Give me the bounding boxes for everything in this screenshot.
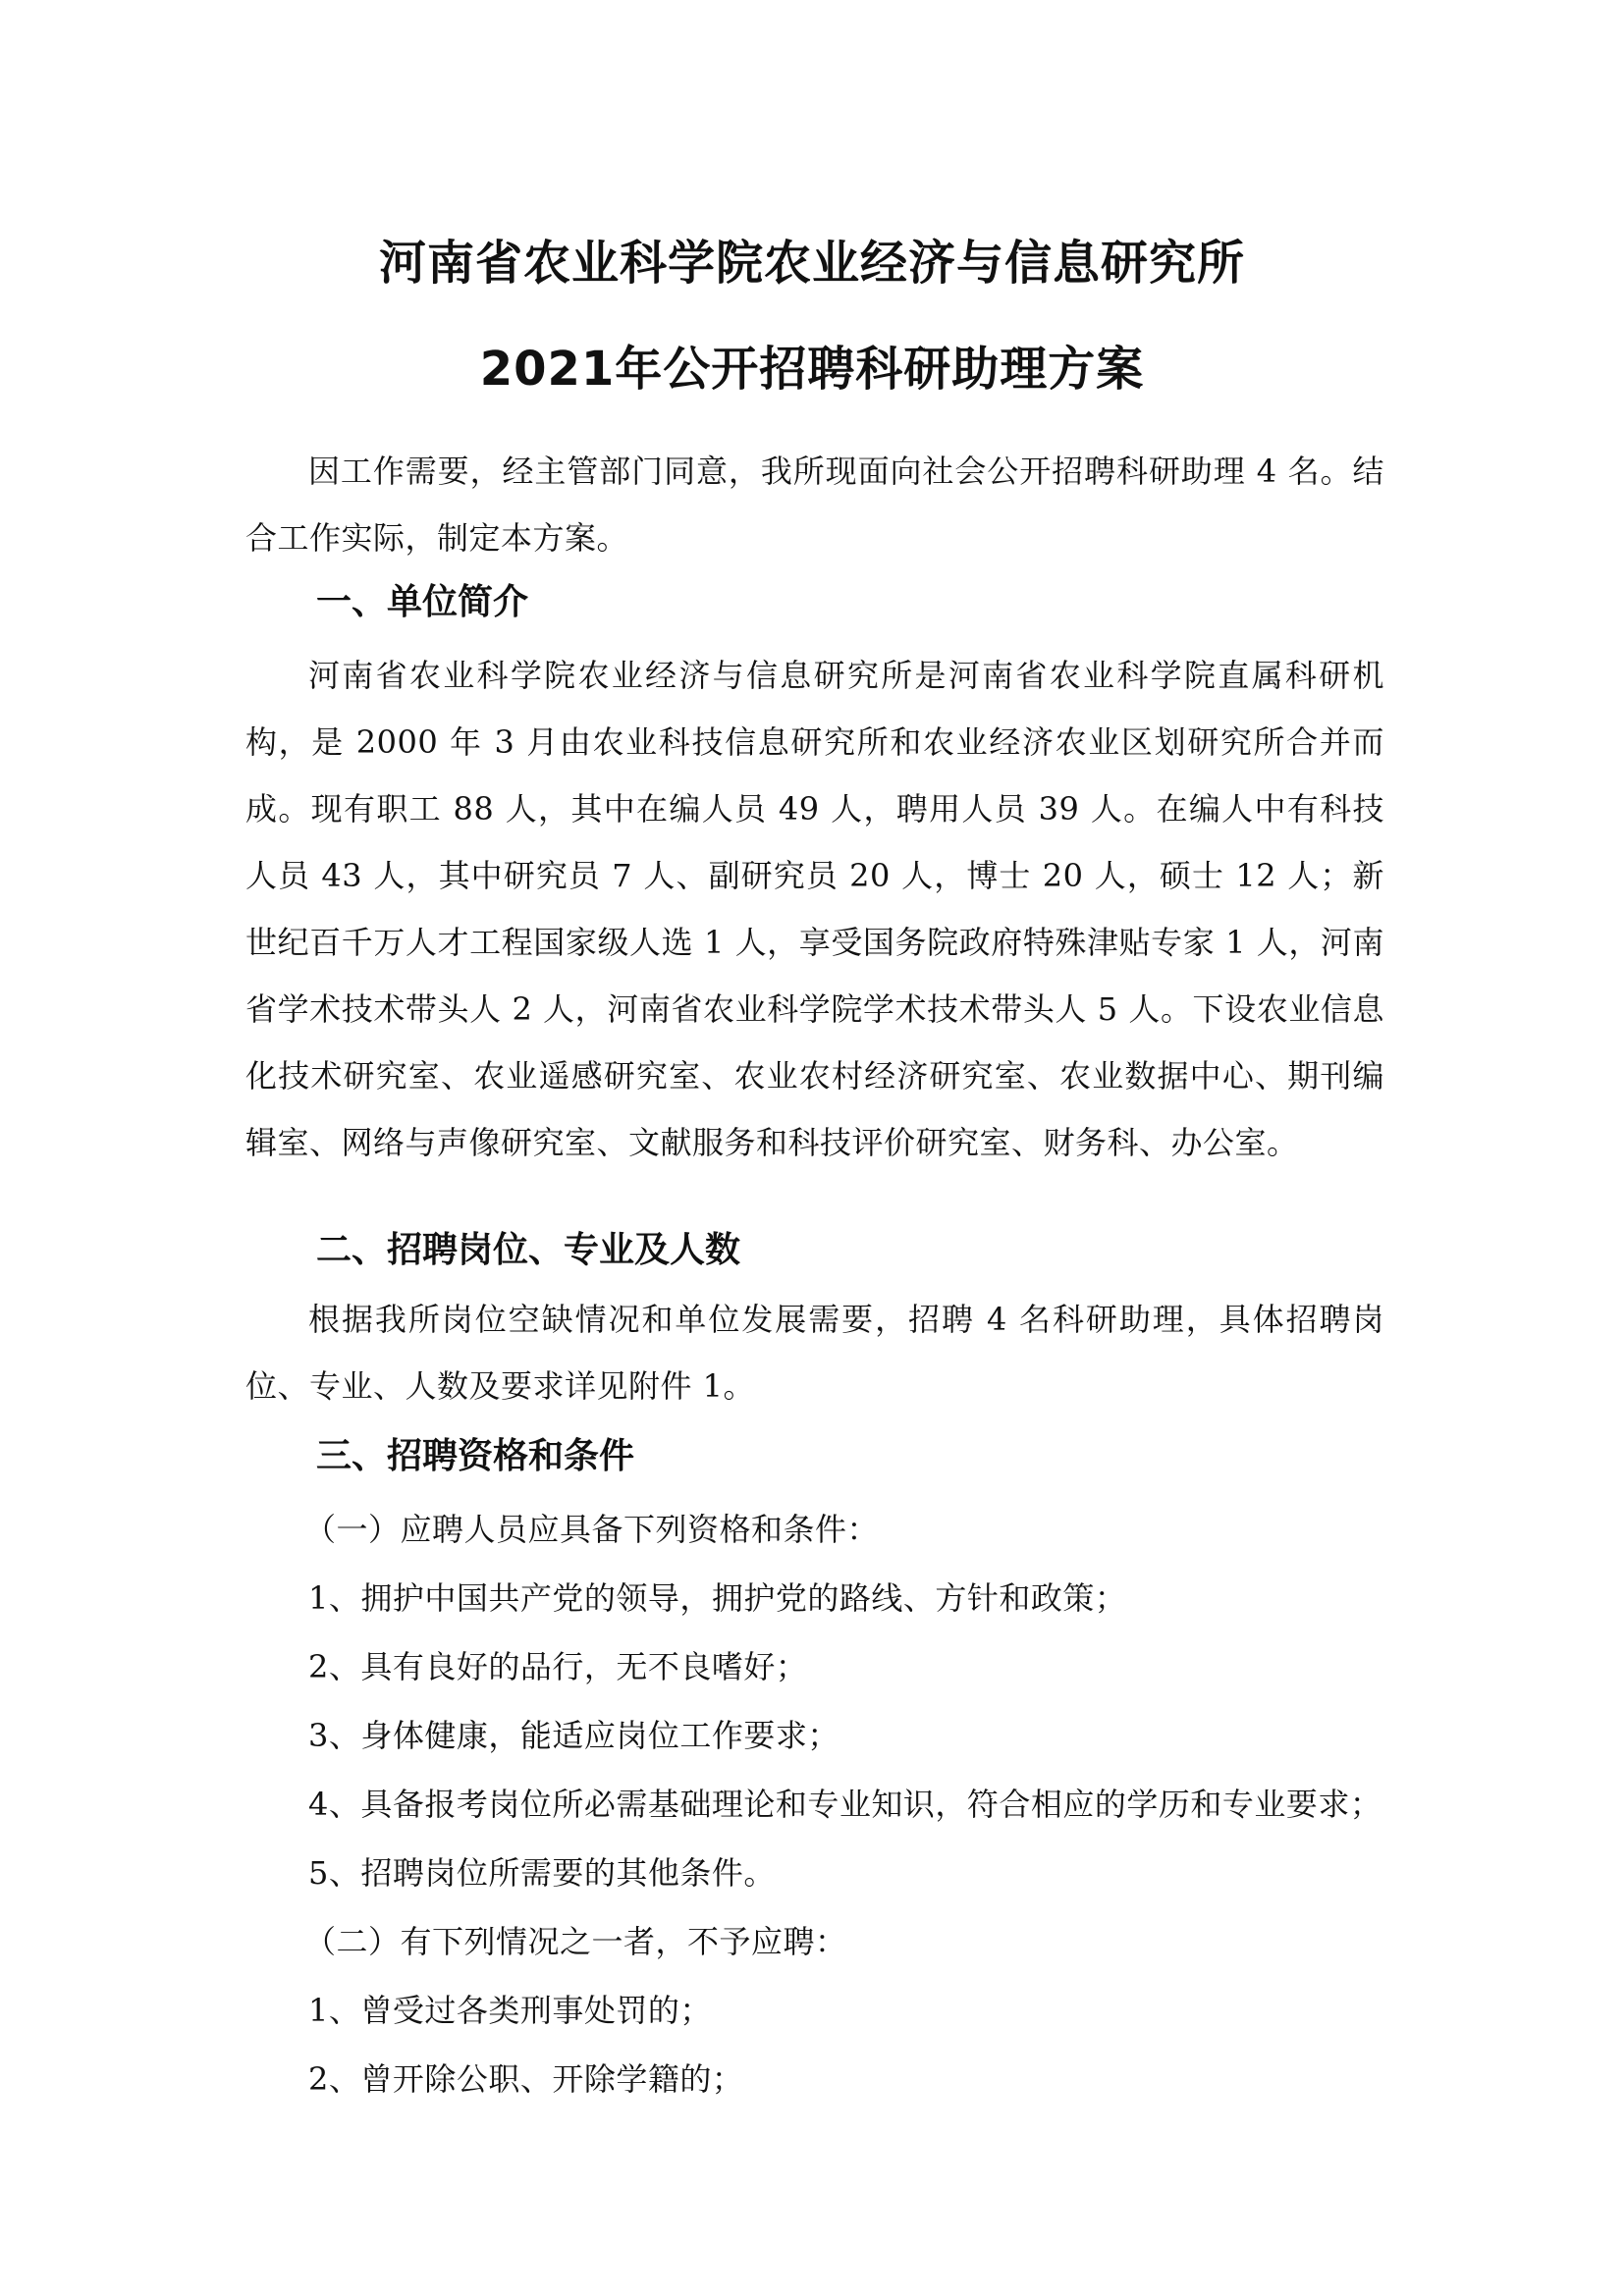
condition-item-2: 2、具有良好的品行，无不良嗜好； — [308, 1648, 808, 1685]
subsection-heading-1: （一）应聘人员应具备下列资格和条件： — [304, 1511, 880, 1548]
condition-item-3: 3、身体健康，能适应岗位工作要求； — [308, 1717, 839, 1754]
exclusion-item-1: 1、曾受过各类刑事处罚的； — [308, 1992, 712, 2029]
subsection-heading-2: （二）有下列情况之一者，不予应聘： — [304, 1923, 847, 1960]
condition-item-1: 1、拥护中国共产党的领导，拥护党的路线、方针和政策； — [308, 1579, 1127, 1617]
section-paragraph-2: 根据我所岗位空缺情况和单位发展需要，招聘 4 名科研助理，具体招聘岗位、专业、人数及要求详见附件 1。 — [245, 1301, 1384, 1405]
condition-item-5: 5、招聘岗位所需要的其他条件。 — [308, 1854, 776, 1892]
document-title-line2: 2021年公开招聘科研助理方案 — [479, 342, 1145, 397]
section-heading-2: 二、招聘岗位、专业及人数 — [316, 1230, 741, 1270]
section-paragraph-1: 河南省农业科学院农业经济与信息研究所是河南省农业科学院直属科研机构，是 2000 年 3 月由农业科技信息研究所和农业经济农业区划研究所合并而成。现有职工 88 人，其中在编人员 49 人，聘用人员 39 人。在编人中有科技人员 43 人，其中研究员 7 人、副研究员 20 人，博士 20 人，硕士 12 人；新世纪百千万人才工程国家级人选 1 人，享受国务院政府特殊津贴专家 1 人，河南省学术技术带头人 2 人，河南省农业科学院学术技术带头人 5 人。下设农业信息化技术研究室、农业遥感研究室、农业农村经济研究室、农业数据中心、期刊编辑室、网络与声像研究室、文献服务和科技评价研究室、财务科、办公室。 — [245, 657, 1384, 1161]
document-title-line1: 河南省农业科学院农业经济与信息研究所 — [378, 236, 1245, 291]
condition-item-4: 4、具备报考岗位所必需基础理论和专业知识，符合相应的学历和专业要求； — [308, 1786, 1382, 1823]
intro-paragraph: 因工作需要，经主管部门同意，我所现面向社会公开招聘科研助理 4 名。结合工作实际，制定本方案。 — [245, 453, 1384, 557]
exclusion-item-2: 2、曾开除公职、开除学籍的； — [308, 2060, 744, 2098]
section-heading-3: 三、招聘资格和条件 — [316, 1436, 635, 1476]
section-heading-1: 一、单位简介 — [316, 582, 529, 622]
